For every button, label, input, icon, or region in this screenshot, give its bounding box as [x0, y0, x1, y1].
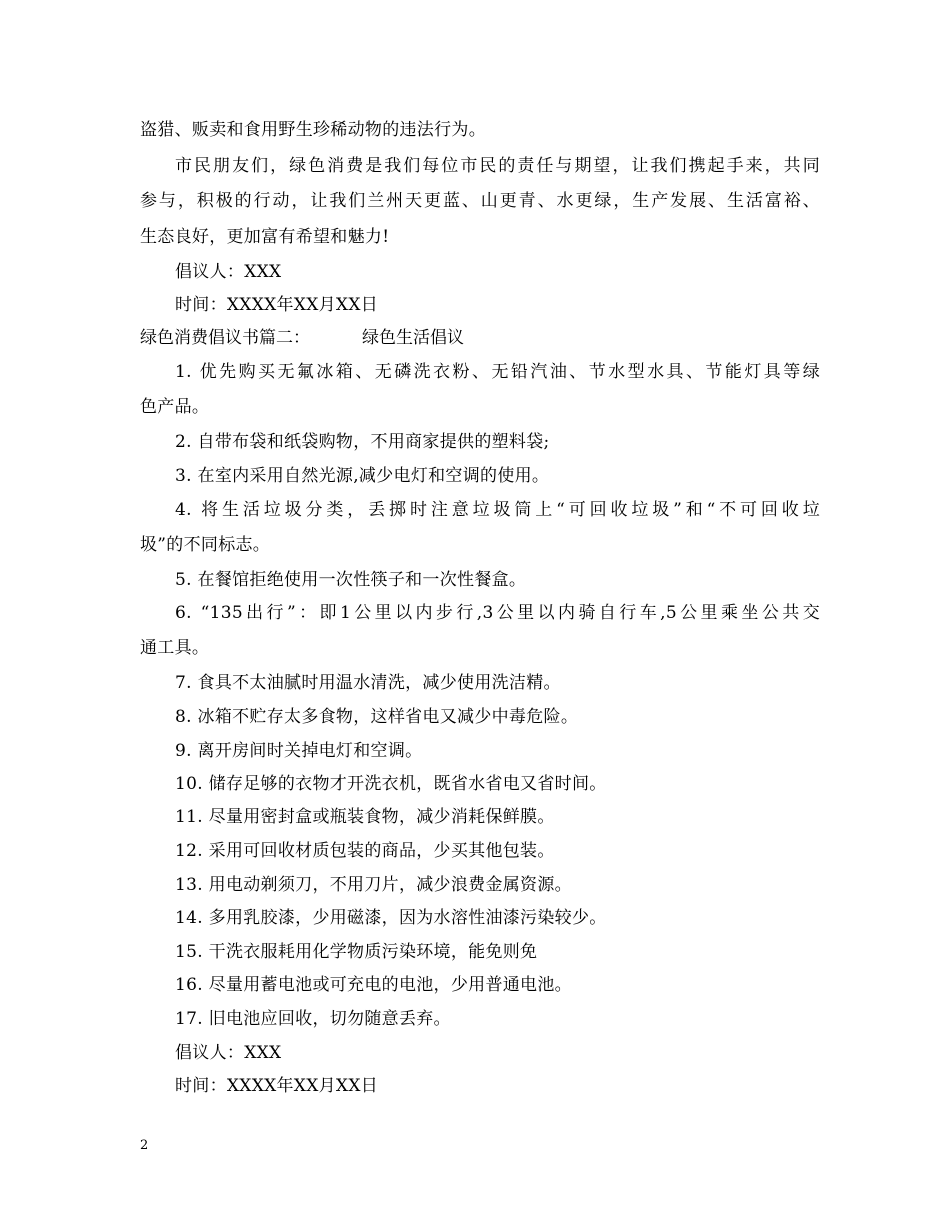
list-item-14: 14. 多用乳胶漆，少用磁漆，因为水溶性油漆污染较少。 [175, 908, 607, 928]
proposer-1: 倡议人：XXX [175, 262, 282, 282]
list-item-13: 13. 用电动剃须刀，不用刀片，减少浪费金属资源。 [175, 875, 572, 895]
list-item-5: 5. 在餐馆拒绝使用一次性筷子和一次性餐盒。 [175, 570, 527, 590]
date-2: 时间：XXXX年XX月XX日 [175, 1076, 379, 1096]
list-item-4-continued: 圾”的不同标志。 [140, 535, 271, 555]
intro-line-4: 生态良好，更加富有希望和魅力! [140, 227, 390, 247]
section-heading-right: 绿色生活倡议 [362, 328, 464, 348]
list-item-11: 11. 尽量用密封盒或瓶装食物，减少消耗保鲜膜。 [175, 807, 555, 827]
list-item-8: 8. 冰箱不贮存太多食物，这样省电又减少中毒危险。 [175, 707, 579, 727]
section-heading-left: 绿色消费倡议书篇二： [140, 328, 310, 348]
list-item-17: 17. 旧电池应回收，切勿随意丢弃。 [175, 1009, 451, 1029]
list-item-10: 10. 储存足够的衣物才开洗衣机，既省水省电又省时间。 [175, 774, 607, 794]
list-item-2: 2. 自带布袋和纸袋购物，不用商家提供的塑料袋; [175, 432, 550, 452]
list-item-16: 16. 尽量用蓄电池或可充电的电池，少用普通电池。 [175, 975, 572, 995]
list-item-7: 7. 食具不太油腻时用温水清洗，减少使用洗洁精。 [175, 673, 561, 693]
list-item-1-continued: 色产品。 [140, 397, 210, 417]
date-1: 时间：XXXX年XX月XX日 [175, 295, 379, 315]
intro-line-1: 盗猎、贩卖和食用野生珍稀动物的违法行为。 [140, 120, 486, 140]
list-item-6: 6. “135出行”：即1公里以内步行,3公里以内骑自行车,5公里乘坐公共交 [175, 603, 820, 623]
list-item-9: 9. 离开房间时关掉电灯和空调。 [175, 741, 423, 761]
intro-line-3: 参与，积极的行动，让我们兰州天更蓝、山更青、水更绿，生产发展、生活富裕、 [140, 191, 820, 211]
intro-line-2: 市民朋友们，绿色消费是我们每位市民的责任与期望，让我们携起手来，共同 [175, 156, 820, 176]
list-item-15: 15. 干洗衣服耗用化学物质污染环境，能免则免 [175, 942, 538, 962]
list-item-12: 12. 采用可回收材质包装的商品，少买其他包装。 [175, 841, 555, 861]
list-item-3: 3. 在室内采用自然光源,减少电灯和空调的使用。 [175, 466, 550, 486]
list-item-1: 1. 优先购买无氟冰箱、无磷洗衣粉、无铅汽油、节水型水具、节能灯具等绿 [175, 362, 820, 382]
proposer-2: 倡议人：XXX [175, 1043, 282, 1063]
page-number: 2 [140, 1138, 149, 1153]
list-item-4: 4. 将生活垃圾分类，丢掷时注意垃圾筒上“可回收垃圾”和“不可回收垃 [175, 500, 820, 520]
list-item-6-continued: 通工具。 [140, 638, 210, 658]
